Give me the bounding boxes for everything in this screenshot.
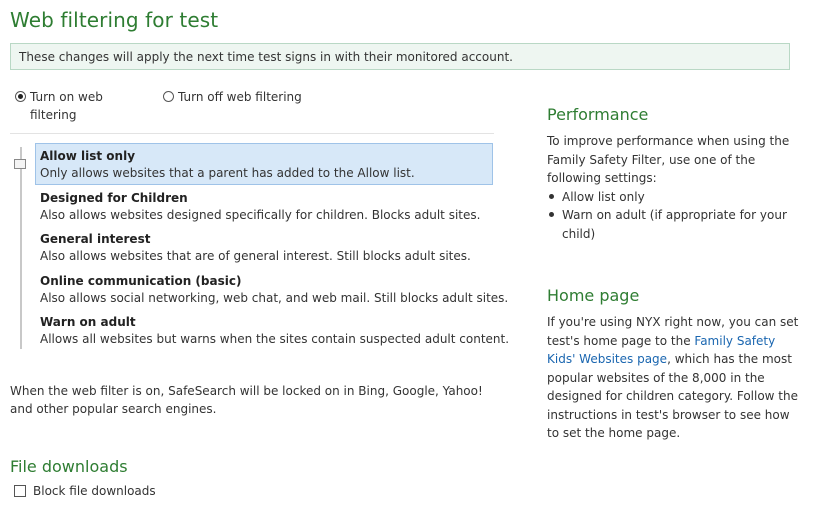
home-page-heading: Home page [547, 286, 640, 305]
safesearch-note: When the web filter is on, SafeSearch will be locked on in Bing, Google, Yahoo! and other popular search engines. [10, 384, 483, 416]
level-designed-for-children[interactable] [35, 185, 493, 227]
bullet-item: Warn on adult (if appropriate for your child) [547, 206, 799, 243]
level-name: General interest [40, 232, 151, 246]
performance-panel [547, 104, 799, 243]
level-name: Designed for Children [40, 190, 188, 205]
level-description: Only allows websites that a parent has added to the Allow list. [40, 166, 415, 180]
level-allow-list-only[interactable] [35, 143, 493, 185]
filter-level-list [35, 143, 510, 351]
page-title: Web filtering for test [10, 8, 219, 32]
turn-off-filtering-label[interactable]: Turn off web filtering [178, 90, 302, 104]
filter-level-slider-track[interactable] [20, 147, 22, 349]
level-name: Warn on adult [40, 315, 136, 329]
file-downloads-heading: File downloads [10, 457, 128, 476]
performance-heading: Performance [547, 105, 649, 124]
home-page-text-after: , which has the most popular websites of the 8,000 in the designed for children category. Follow the instructions in test's browser to see how to set the home page. [547, 352, 798, 440]
radio-checked-icon[interactable] [15, 91, 26, 102]
level-general-interest[interactable] [35, 226, 493, 268]
level-description: Also allows websites that are of general interest. Still blocks adult sites. [40, 249, 471, 263]
turn-off-filtering-radio[interactable] [163, 88, 302, 106]
level-description: Also allows websites designed specifically for children. Blocks adult sites. [40, 207, 481, 222]
kids-websites-link[interactable]: Family Safety Kids' Websites page [547, 333, 776, 366]
performance-bullet-list [547, 188, 799, 244]
filter-level-slider-thumb[interactable] [14, 159, 26, 169]
radio-unchecked-icon[interactable] [163, 91, 174, 102]
level-name: Allow list only [40, 149, 136, 163]
level-description: Allows all websites but warns when the sites contain suspected adult content. [40, 332, 510, 346]
turn-on-filtering-label[interactable]: Turn on web filtering [30, 90, 103, 122]
level-description: Also allows social networking, web chat, and web mail. Still blocks adult sites. [40, 290, 509, 305]
notice-banner: These changes will apply the next time test signs in with their monitored account. [10, 43, 790, 70]
block-downloads-label[interactable]: Block file downloads [33, 484, 156, 498]
section-divider [10, 133, 494, 134]
turn-on-filtering-radio[interactable] [15, 88, 116, 124]
home-page-panel [547, 285, 799, 443]
level-warn-on-adult[interactable] [35, 309, 510, 351]
block-downloads-checkbox-row[interactable] [14, 484, 156, 498]
level-online-communication[interactable] [35, 268, 509, 310]
bullet-item: Allow list only [547, 188, 799, 207]
performance-text: To improve performance when using the Family Safety Filter, use one of the following settings: [547, 134, 790, 185]
home-page-text [547, 313, 799, 443]
home-page-text-before: If you're using NYX right now, you can set test's home page to the [547, 315, 799, 348]
level-name: Online communication (basic) [40, 273, 242, 288]
block-downloads-checkbox[interactable] [14, 485, 26, 497]
